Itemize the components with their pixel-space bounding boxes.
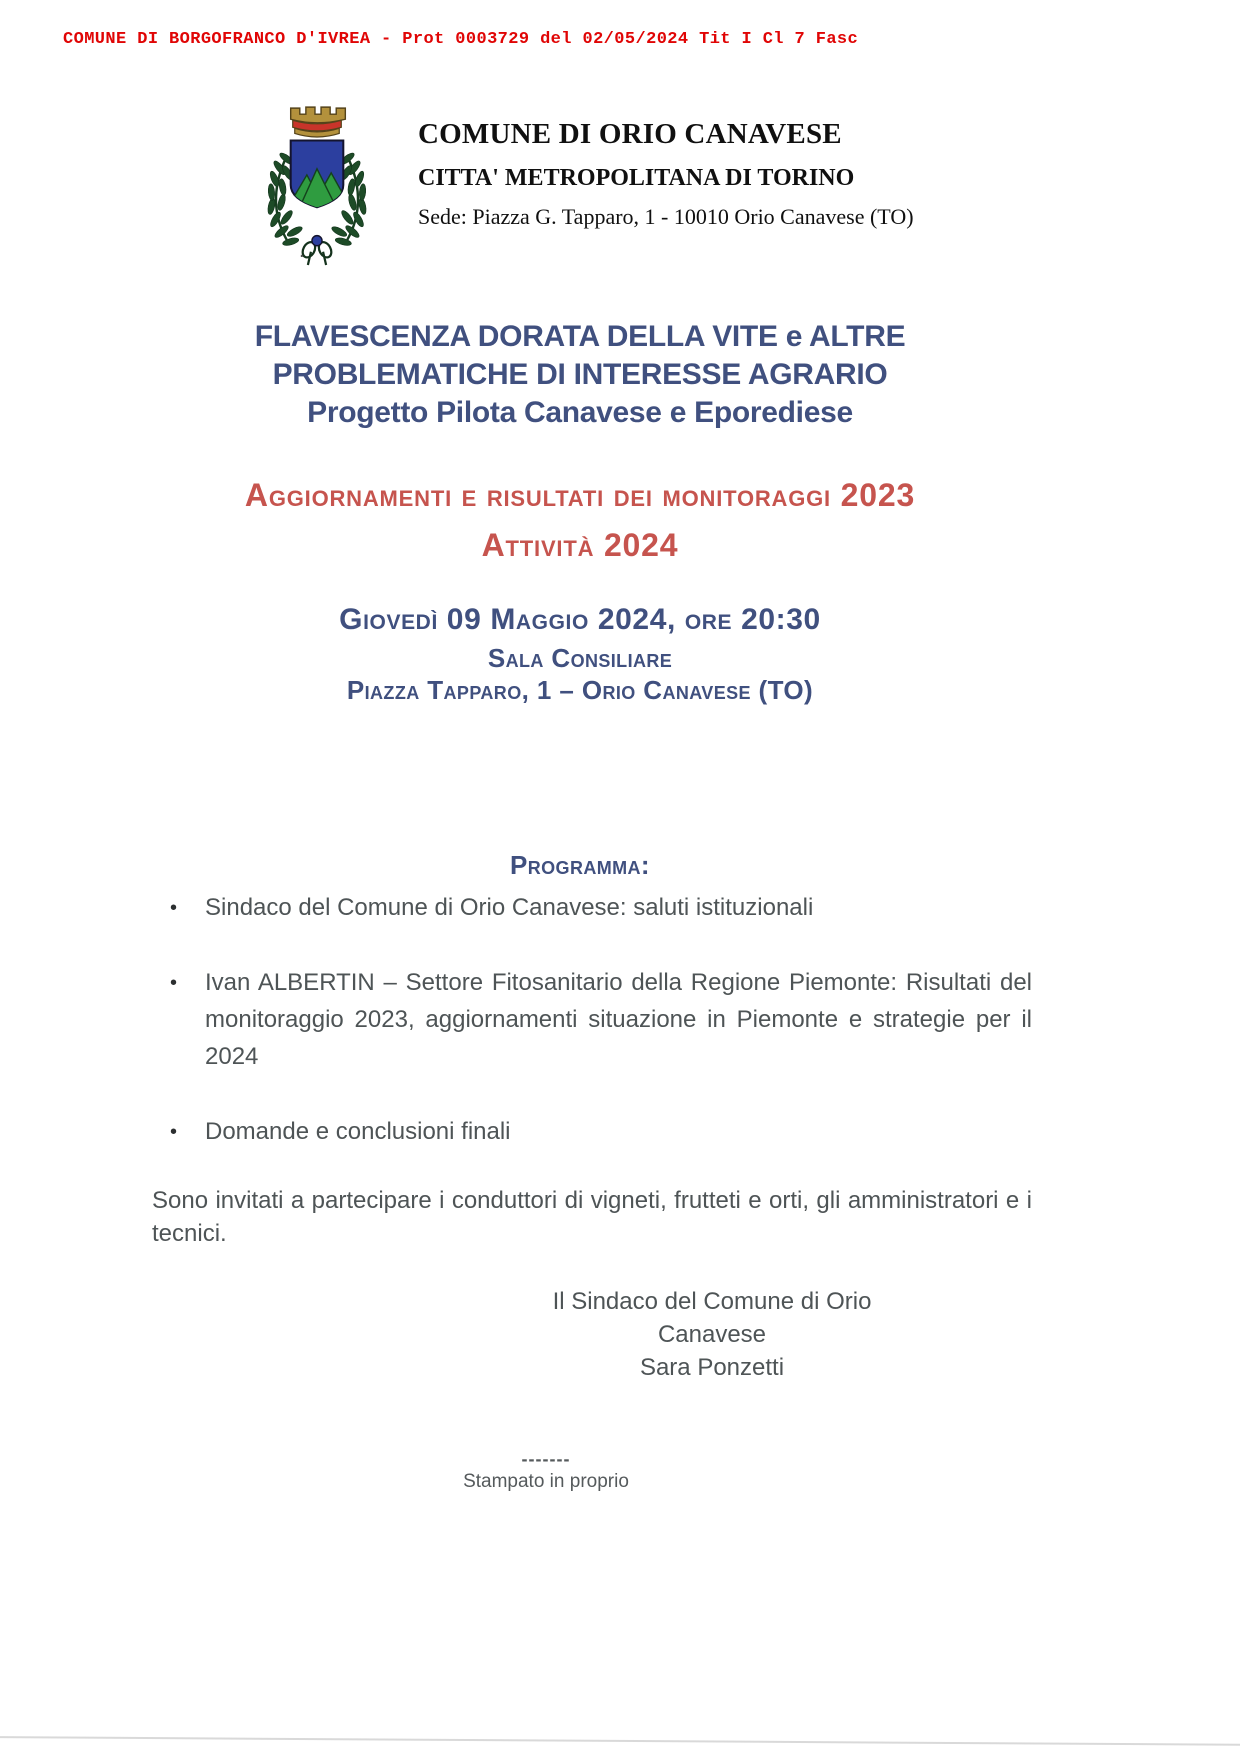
program-item-text: Domande e conclusioni finali bbox=[205, 1118, 511, 1145]
header-text-block bbox=[418, 98, 914, 268]
event-address: Piazza Tapparo, 1 – Orio Canavese (TO) bbox=[346, 675, 814, 705]
event-title bbox=[128, 318, 1032, 432]
program-item-text: Ivan ALBERTIN – Settore Fitosanitario della Regione Piemonte: Risultati del monitoraggio 2023, aggiornamenti situazione in Piemonte e strategie per il 2024 bbox=[205, 969, 1032, 1070]
bullet-icon: • bbox=[170, 897, 178, 919]
event-details bbox=[128, 598, 1032, 706]
event-title-line3: Progetto Pilota Canavese e Eporediese bbox=[307, 396, 853, 429]
event-subtitle bbox=[128, 470, 1032, 570]
scan-edge-artifact bbox=[0, 1736, 1240, 1746]
event-title-line2: PROBLEMATICHE DI INTERESSE AGRARIO bbox=[272, 358, 888, 391]
program-item bbox=[128, 964, 1032, 1075]
footer-separator: ------- bbox=[521, 1449, 571, 1469]
event-venue: Sala Consiliare bbox=[487, 643, 673, 673]
event-datetime: Giovedì 09 Maggio 2024, ore 20:30 bbox=[339, 603, 821, 636]
flyer-body bbox=[128, 318, 1032, 1493]
event-subtitle-line1: Aggiornamenti e risultati dei monitoraggi 2023 bbox=[244, 477, 916, 513]
bullet-icon: • bbox=[170, 972, 178, 994]
province-name: CITTA' METROPOLITANA DI TORINO bbox=[418, 165, 855, 191]
printed-in-house-note: Stampato in proprio bbox=[463, 1471, 629, 1492]
bullet-icon: • bbox=[170, 1121, 178, 1143]
event-title-line1: FLAVESCENZA DORATA DELLA VITE e ALTRE bbox=[254, 320, 906, 353]
program-item bbox=[128, 1113, 1032, 1150]
municipality-address: Sede: Piazza G. Tapparo, 1 - 10010 Orio Canavese (TO) bbox=[418, 204, 914, 229]
invitation-paragraph: Sono invitati a partecipare i conduttori di vigneti, frutteti e orti, gli amministratori e i tecnici. bbox=[152, 1187, 1032, 1247]
signature-block bbox=[512, 1285, 912, 1384]
program-heading: Programma: bbox=[510, 850, 650, 880]
event-subtitle-line2: Attività 2024 bbox=[481, 527, 679, 563]
municipality-header bbox=[250, 98, 914, 268]
ribbon-knot bbox=[300, 236, 334, 265]
program-item-text: Sindaco del Comune di Orio Canavese: saluti istituzionali bbox=[205, 894, 814, 921]
protocol-stamp: COMUNE DI BORGOFRANCO D'IVREA - Prot 0003729 del 02/05/2024 Tit I Cl 7 Fasc bbox=[63, 30, 859, 49]
signature-role: Il Sindaco del Comune di Orio Canavese bbox=[552, 1288, 872, 1348]
scan-stray-mark: . bbox=[299, 240, 305, 262]
coat-of-arms-icon bbox=[250, 98, 384, 268]
shield bbox=[287, 141, 352, 210]
signature-name: Sara Ponzetti bbox=[639, 1354, 785, 1381]
footer-block bbox=[396, 1449, 696, 1493]
program-list bbox=[128, 889, 1032, 1150]
mural-crown bbox=[291, 107, 346, 137]
program-item bbox=[128, 889, 1032, 926]
municipality-name: COMUNE DI ORIO CANAVESE bbox=[418, 118, 842, 150]
